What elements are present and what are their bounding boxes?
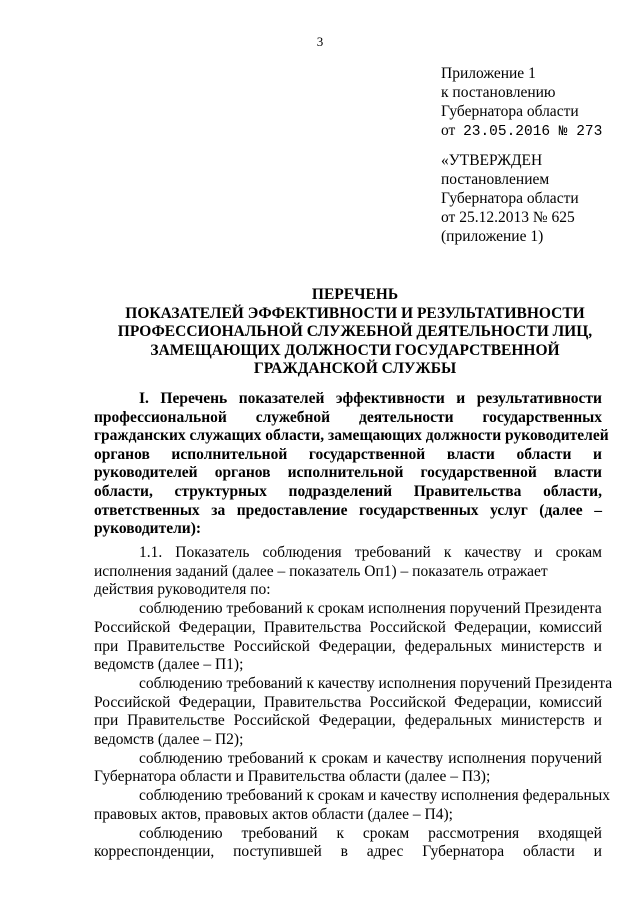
word: и	[456, 390, 466, 407]
body-line	[94, 638, 602, 657]
section-line	[94, 483, 602, 502]
approved-line-1: «УТВЕРЖДЕН	[441, 152, 543, 169]
body-line	[94, 694, 602, 713]
word: эффективности	[335, 390, 445, 407]
title-line-5: ГРАЖДАНСКОЙ СЛУЖБЫ	[253, 360, 457, 377]
body-line	[94, 843, 602, 862]
body-line: правовых актов, правовых актов области (далее – П4);	[94, 805, 453, 823]
section-line	[94, 464, 602, 483]
word: услуг	[490, 501, 528, 519]
word: качеству	[464, 544, 522, 561]
section-line	[94, 390, 602, 409]
word: профессиональной	[94, 408, 227, 426]
word: государственной	[420, 464, 537, 482]
word: органов	[94, 445, 150, 463]
appendix-date-line	[441, 121, 602, 142]
word: к	[336, 824, 344, 842]
word: корреспонденции,	[94, 843, 215, 861]
section-line	[94, 446, 602, 465]
word: –	[594, 501, 602, 519]
body-line: ведомств (далее – П1);	[94, 656, 244, 674]
word: области	[516, 445, 572, 463]
title-line-4: ЗАМЕЩАЮЩИХ ДОЛЖНОСТИ ГОСУДАРСТВЕННОЙ	[150, 341, 560, 359]
word: в	[340, 843, 348, 861]
word: и	[534, 544, 543, 561]
word: структурных	[174, 482, 267, 500]
word: требований	[354, 544, 431, 561]
word: Российской	[233, 637, 310, 655]
title-line-1: ПЕРЕЧЕНЬ	[311, 286, 399, 303]
word: ответственных	[94, 501, 200, 519]
word: Федерации,	[178, 618, 256, 636]
section-line: руководители):	[94, 520, 202, 538]
word: подразделений	[288, 482, 393, 500]
word: федеральных	[404, 712, 493, 730]
word: и	[372, 749, 382, 767]
word: Российской	[233, 712, 310, 730]
section-heading	[94, 390, 609, 539]
word: области,	[94, 482, 153, 500]
body-line	[94, 619, 602, 638]
word: Перечень	[160, 390, 228, 407]
word: Федерации,	[454, 693, 532, 711]
appendix-line-2: к постановлению	[441, 84, 556, 101]
word: органов	[214, 464, 271, 482]
approved-block	[441, 151, 579, 246]
word: показателей	[238, 390, 325, 407]
word: и	[593, 637, 602, 655]
word: министерств	[500, 637, 585, 655]
approved-line-5: (приложение 1)	[441, 228, 544, 245]
body-line: Губернатора области и Правительства области (далее – П3);	[94, 768, 491, 786]
body-line: ведомств (далее – П2);	[94, 731, 244, 749]
word: срокам	[555, 544, 602, 561]
word: к	[308, 749, 317, 767]
word: к	[443, 544, 452, 561]
body-line: исполнения заданий (далее – показатель Оп1) – показатель отражает	[94, 562, 548, 580]
word: поступившей	[233, 843, 322, 861]
body-line: соблюдению требований к срокам и качеству исполнения федеральных	[139, 787, 610, 805]
word: рассмотрения	[428, 824, 520, 842]
body-line: действия руководителя по:	[94, 581, 271, 599]
word: власти	[553, 464, 602, 482]
word: исполнительной	[287, 464, 404, 482]
word: соблюдения	[262, 544, 342, 561]
word: при	[94, 712, 119, 730]
word: государственной	[308, 445, 426, 463]
word: соблюдению	[139, 749, 223, 767]
approved-line-4: от 25.12.2013 № 625	[441, 209, 575, 226]
word: служебной	[255, 408, 331, 426]
word: за	[211, 501, 226, 519]
word: Федерации,	[318, 712, 396, 730]
appendix-date-stamp: 23.05.2016 № 273	[463, 124, 603, 140]
word: руководителей	[94, 464, 198, 482]
word: Правительства	[263, 693, 362, 711]
word: срокам	[362, 824, 410, 842]
word: власти	[446, 445, 495, 463]
word: адрес	[366, 843, 404, 861]
word: Федерации,	[318, 637, 396, 655]
body-line: соблюдению требований к качеству исполнения поручений Президента	[139, 674, 613, 692]
word: государственных	[482, 408, 602, 426]
word: исполнения	[448, 749, 526, 767]
body-text	[94, 544, 613, 862]
word: Федерации,	[178, 693, 256, 711]
word: исполнительной	[171, 445, 288, 463]
word: Федерации,	[454, 618, 532, 636]
body-line	[94, 712, 602, 731]
word: (далее	[539, 501, 583, 519]
word: и	[593, 445, 602, 463]
word: Губернатора	[422, 843, 505, 861]
word: Российской	[94, 693, 171, 711]
word: Российской	[94, 618, 171, 636]
word: при	[94, 637, 119, 655]
word: поручений	[531, 749, 602, 767]
word: результативности	[476, 390, 602, 407]
word: 1.1.	[139, 544, 163, 561]
word: требований	[241, 824, 318, 842]
approved-line-3: Губернатора области	[441, 190, 579, 207]
word: деятельности	[358, 408, 454, 426]
title-line-3: ПРОФЕССИОНАЛЬНОЙ СЛУЖЕБНОЙ ДЕЯТЕЛЬНОСТИ ЛИЦ,	[117, 323, 593, 340]
title-line-2: ПОКАЗАТЕЛЕЙ ЭФФЕКТИВНОСТИ И РЕЗУЛЬТАТИВНОСТИ	[125, 304, 585, 322]
word: государственных	[359, 501, 479, 519]
word: и	[593, 843, 602, 861]
section-line: гражданских служащих области, замещающих должности руководителей	[94, 427, 609, 445]
word: Российской	[369, 693, 446, 711]
word: области,	[543, 482, 602, 500]
word: качеству	[386, 749, 444, 767]
word: предоставление	[236, 501, 348, 519]
word: федеральных	[404, 637, 493, 655]
section-line	[94, 502, 602, 521]
appendix-date-prefix: от	[441, 122, 456, 139]
document-title	[90, 286, 620, 379]
word: входящей	[538, 824, 602, 842]
body-line	[94, 544, 602, 563]
word: соблюдению	[139, 824, 223, 842]
word: области	[522, 843, 575, 861]
word: Правительстве	[127, 712, 225, 730]
word: Российской	[369, 618, 446, 636]
body-line	[94, 750, 602, 769]
word: I.	[139, 390, 149, 407]
appendix-line-1: Приложение 1	[441, 65, 536, 82]
word: комиссий	[539, 618, 602, 636]
appendix-line-3: Губернатора области	[441, 103, 579, 120]
body-line: соблюдению требований к срокам исполнения поручений Президента	[139, 600, 602, 618]
word: министерств	[500, 712, 585, 730]
word: Показатель	[175, 544, 250, 561]
page-number: 3	[316, 34, 324, 49]
body-line	[94, 825, 602, 844]
word: требований	[227, 749, 304, 767]
section-line	[94, 409, 602, 428]
word: Правительстве	[127, 637, 225, 655]
appendix-block	[441, 64, 602, 142]
word: и	[593, 712, 602, 730]
word: комиссий	[539, 693, 602, 711]
word: Правительства	[263, 618, 362, 636]
approved-line-2: постановлением	[441, 171, 550, 188]
word: Правительства	[413, 482, 522, 500]
word: срокам	[321, 749, 368, 767]
